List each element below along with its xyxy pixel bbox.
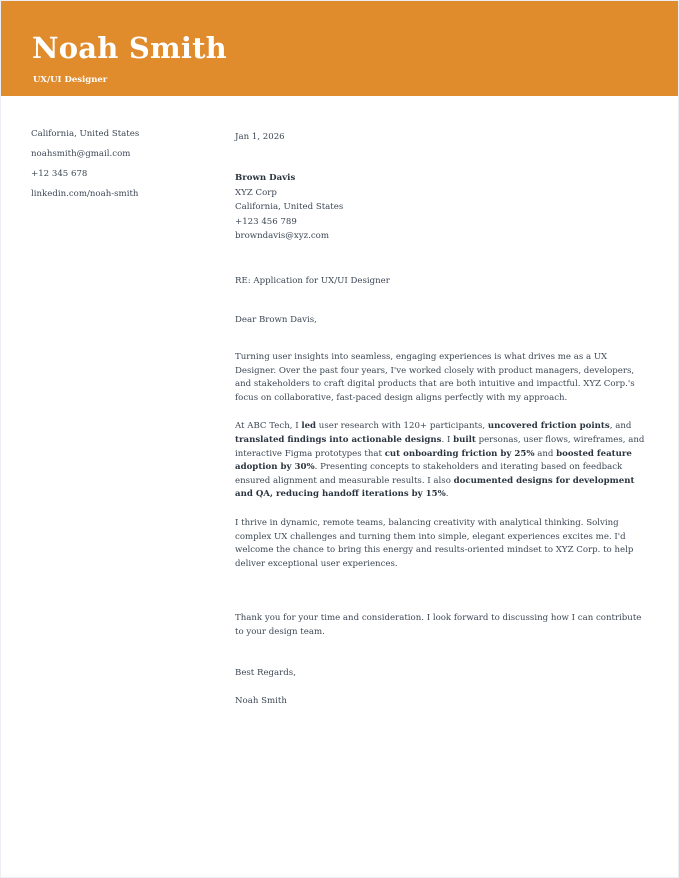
recipient-phone: +123 456 789 [235, 216, 297, 227]
letter-signature: Noah Smith [235, 696, 287, 707]
contact-sidebar [31, 129, 216, 209]
p2-text-5: personas, user flows, wireframes, and interactive Figma prototypes that [235, 434, 645, 459]
p2-text-6: and [534, 448, 557, 459]
p2-highlight-6: boosted feature adoption by 30% [235, 448, 632, 473]
letter-paragraph-1: Turning user insights into seamless, engaging experiences is what drives me as a UX Designer. Over the past four years, I've worked closely with product managers, developers, and stakeholders to craft digital products that are both intuitive and impactful. XYZ Corp.'s focus on collaborative, fast-paced design aligns perfectly with my approach. [235, 351, 635, 403]
letter-paragraph-2 [235, 420, 650, 502]
p2-highlight-1: led [301, 421, 317, 432]
letter-salutation: Dear Brown Davis, [235, 314, 317, 325]
contact-location: California, United States [31, 129, 140, 139]
p2-text-7: . Presenting concepts to stakeholders and iterating based on feedback ensured alignment and measurable results. I also [235, 462, 623, 486]
letter-closing [235, 612, 650, 707]
applicant-name: Noah Smith [32, 31, 227, 65]
recipient-location: California, United States [235, 202, 344, 213]
p2-highlight-3: translated findings into actionable designs [235, 434, 442, 445]
recipient-block [235, 171, 650, 244]
p2-text-4: . I [441, 434, 454, 445]
letter-signoff: Best Regards, [235, 668, 296, 679]
recipient-name: Brown Davis [235, 173, 296, 183]
p2-highlight-2: uncovered friction points [487, 421, 610, 432]
letter-subject: RE: Application for UX/UI Designer [235, 275, 390, 286]
recipient-email[interactable]: browndavis@xyz.com [235, 231, 330, 242]
p2-highlight-7: documented designs for development and QA, reducing handoff iterations by 15% [235, 475, 635, 500]
letter-main-column [235, 131, 650, 707]
letterhead-banner [0, 0, 679, 96]
letter-paragraph-4: Thank you for your time and consideration. I look forward to discussing how I can contribute to your design team. [235, 613, 642, 637]
letter-paragraph-3: I thrive in dynamic, remote teams, balancing creativity with analytical thinking. Solving complex UX challenges and turning them into simple, elegant experiences excites me. I'd welcome the chance to bring this energy and results-oriented mindset to XYZ Corp. to help deliver exceptional user experiences. [235, 517, 634, 569]
contact-phone: +12 345 678 [31, 169, 88, 179]
p2-highlight-4: built [453, 434, 476, 445]
recipient-company: XYZ Corp [235, 187, 277, 198]
applicant-job-title: UX/UI Designer [33, 75, 108, 85]
p2-text-1: At ABC Tech, I [235, 421, 302, 432]
contact-email[interactable]: noahsmith@gmail.com [31, 149, 131, 159]
p2-text-3: , and [609, 421, 632, 432]
letter-date: Jan 1, 2026 [235, 132, 285, 142]
p2-text-8: . [445, 489, 449, 500]
contact-linkedin[interactable]: linkedin.com/noah-smith [31, 189, 139, 199]
p2-highlight-5: cut onboarding friction by 25% [384, 448, 535, 459]
p2-text-2: user research with 120+ participants, [316, 421, 488, 432]
